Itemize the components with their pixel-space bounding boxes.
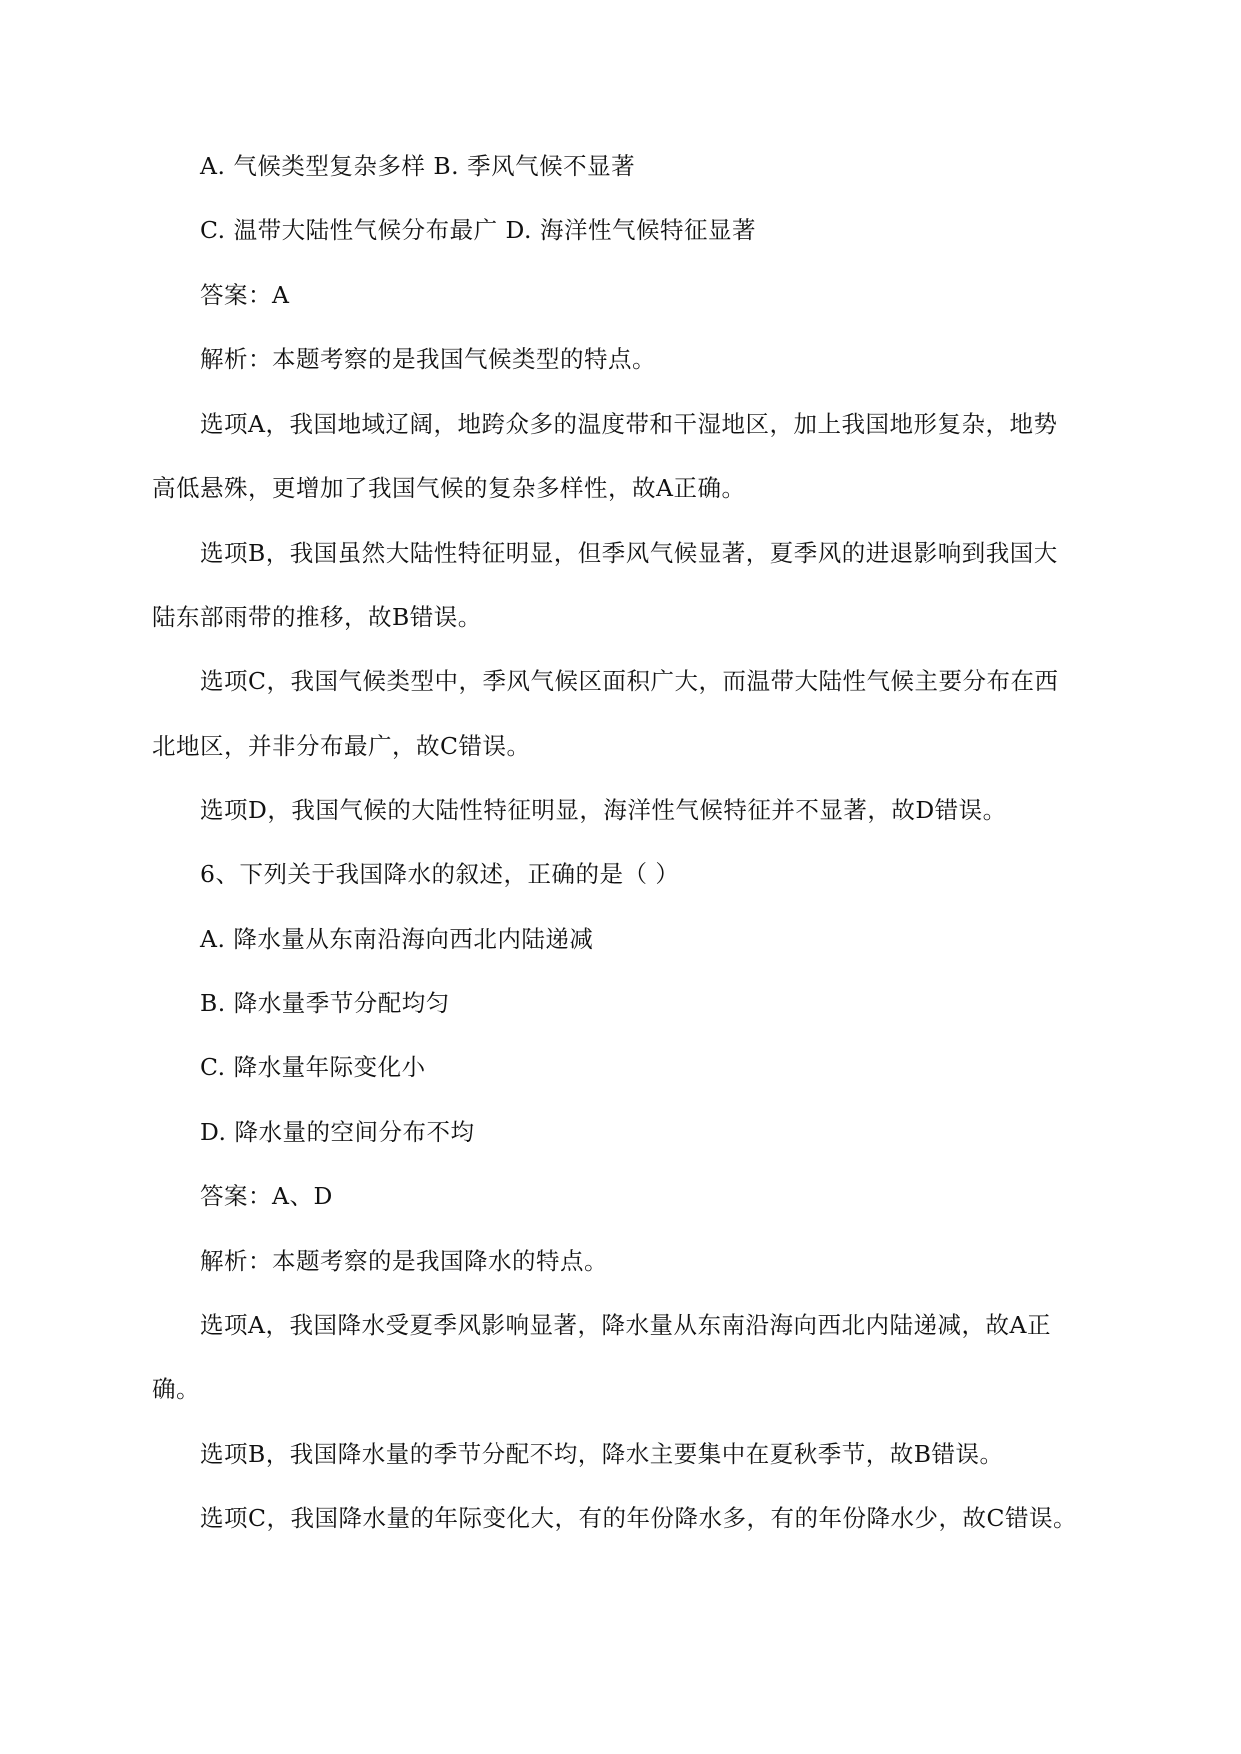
question-6-answer: 答案：A、D xyxy=(200,1182,333,1210)
explanation-d-line: 选项D，我国气候的大陆性特征明显，海洋性气候特征并不显著，故D错误。 xyxy=(200,796,1007,824)
explanation-b-line-1: 选项B，我国虽然大陆性特征明显，但季风气候显著，夏季风的进退影响到我国大 xyxy=(200,539,1058,567)
question-6-explain-a-1: 选项A，我国降水受夏季风影响显著，降水量从东南沿海向西北内陆递减，故A正 xyxy=(200,1311,1051,1339)
question-6-option-d: D. 降水量的空间分布不均 xyxy=(200,1118,475,1146)
explanation-a-line-2: 高低悬殊，更增加了我国气候的复杂多样性，故A正确。 xyxy=(152,474,746,502)
question-6-option-b: B. 降水量季节分配均匀 xyxy=(200,989,450,1017)
question-6-analysis: 解析：本题考察的是我国降水的特点。 xyxy=(200,1247,608,1275)
analysis-line: 解析：本题考察的是我国气候类型的特点。 xyxy=(200,345,656,373)
answer-line: 答案：A xyxy=(200,281,290,309)
explanation-c-line-1: 选项C，我国气候类型中，季风气候区面积广大，而温带大陆性气候主要分布在西 xyxy=(200,667,1059,695)
question-6-explain-b: 选项B，我国降水量的季节分配不均，降水主要集中在夏秋季节，故B错误。 xyxy=(200,1440,1004,1468)
option-line-a-b: A. 气候类型复杂多样 B. 季风气候不显著 xyxy=(200,152,636,180)
question-6-stem: 6、下列关于我国降水的叙述，正确的是（ ） xyxy=(200,860,680,888)
question-6-option-a: A. 降水量从东南沿海向西北内陆递减 xyxy=(200,925,594,953)
explanation-a-line-1: 选项A，我国地域辽阔，地跨众多的温度带和干湿地区，加上我国地形复杂，地势 xyxy=(200,410,1058,438)
option-line-c-d: C. 温带大陆性气候分布最广 D. 海洋性气候特征显著 xyxy=(200,216,756,244)
question-6-explain-a-2: 确。 xyxy=(152,1375,200,1403)
explanation-b-line-2: 陆东部雨带的推移，故B错误。 xyxy=(152,603,482,631)
explanation-c-line-2: 北地区，并非分布最广，故C错误。 xyxy=(152,732,531,760)
question-6-explain-c: 选项C，我国降水量的年际变化大，有的年份降水多，有的年份降水少，故C错误。 xyxy=(200,1504,1077,1532)
question-6-option-c: C. 降水量年际变化小 xyxy=(200,1053,426,1081)
